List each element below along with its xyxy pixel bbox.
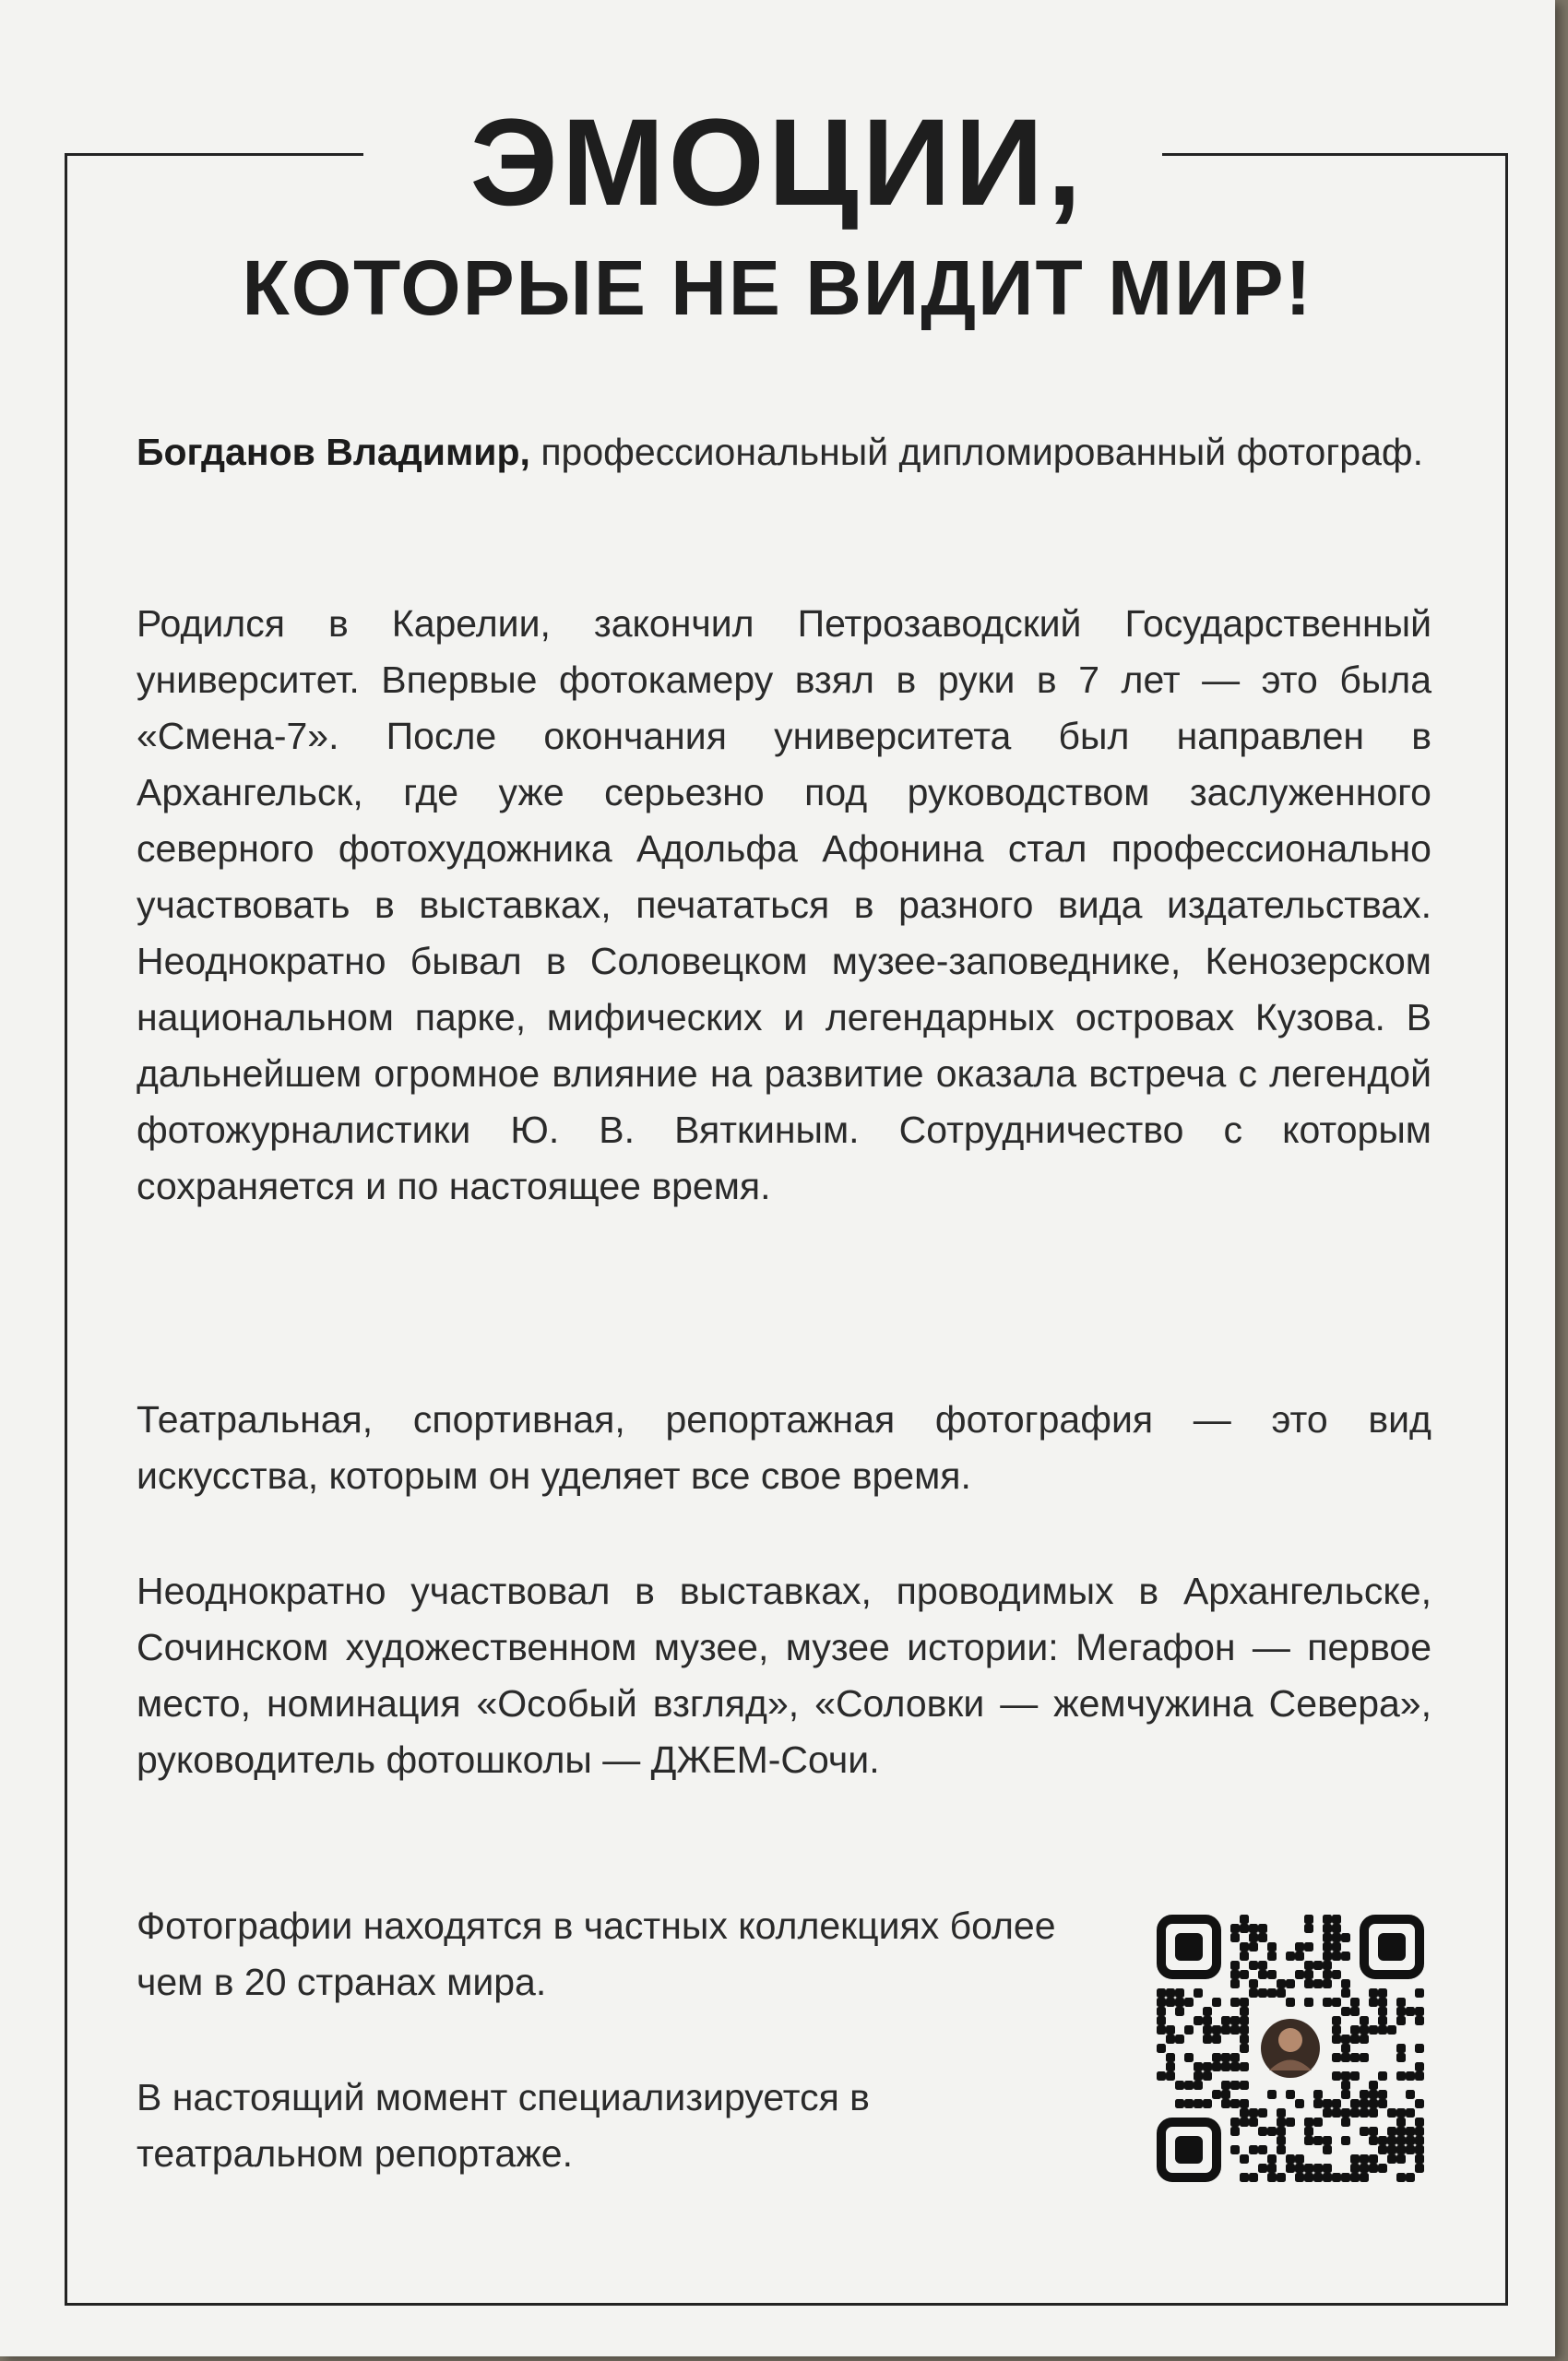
qr-code-icon[interactable]	[1157, 1915, 1424, 2182]
author-description: профессиональный дипломированный фотограф.	[529, 431, 1424, 473]
exhibitions-paragraph: Неоднократно участвовал в выставках, проводимых в Архангельске, Сочинском художественном музее, музее истории: Мегафон — первое место, номинация «Особый взгляд», «Соловки — жемчужина Севера», руководитель фотошколы — ДЖЕМ-Сочи.	[137, 1570, 1431, 1781]
intro-paragraph	[137, 424, 1431, 481]
author-name: Богданов Владимир,	[137, 431, 530, 473]
bio-paragraph: Родился в Карелии, закончил Петрозаводский Государственный университет. Впервые фотокамеру взял в руки в 7 лет — это была «Смена-7». После окончания университета был направлен в Архангельск, где уже серьезно под руководством заслуженного северного фотохудожника Адольфа Афонина стал профессионально участвовать в выставках, печататься в разного вида издательствах. Неоднократно бывал в Соловецком музее-заповеднике, Кенозерском национальном парке, мифических и легендарных островах Кузова. В дальнейшем огромное влияние на развитие оказала встреча с легендой фотожурналистики Ю. В. Вяткиным. Сотрудничество с которым сохраняется и по настоящее время.	[137, 602, 1431, 1207]
poster-title-line1: ЭМОЦИИ,	[469, 94, 1086, 231]
photographer-avatar-icon	[1261, 2019, 1320, 2078]
current-paragraph: В настоящий момент специализируется в театральном репортаже.	[137, 2076, 870, 2175]
genres-paragraph: Театральная, спортивная, репортажная фотография — это вид искусства, которым он уделяет все свое время.	[137, 1398, 1431, 1497]
collections-paragraph: Фотографии находятся в частных коллекциях более чем в 20 странах мира.	[137, 1904, 1056, 2003]
poster-title-line2: КОТОРЫЕ НЕ ВИДИТ МИР!	[242, 244, 1313, 331]
